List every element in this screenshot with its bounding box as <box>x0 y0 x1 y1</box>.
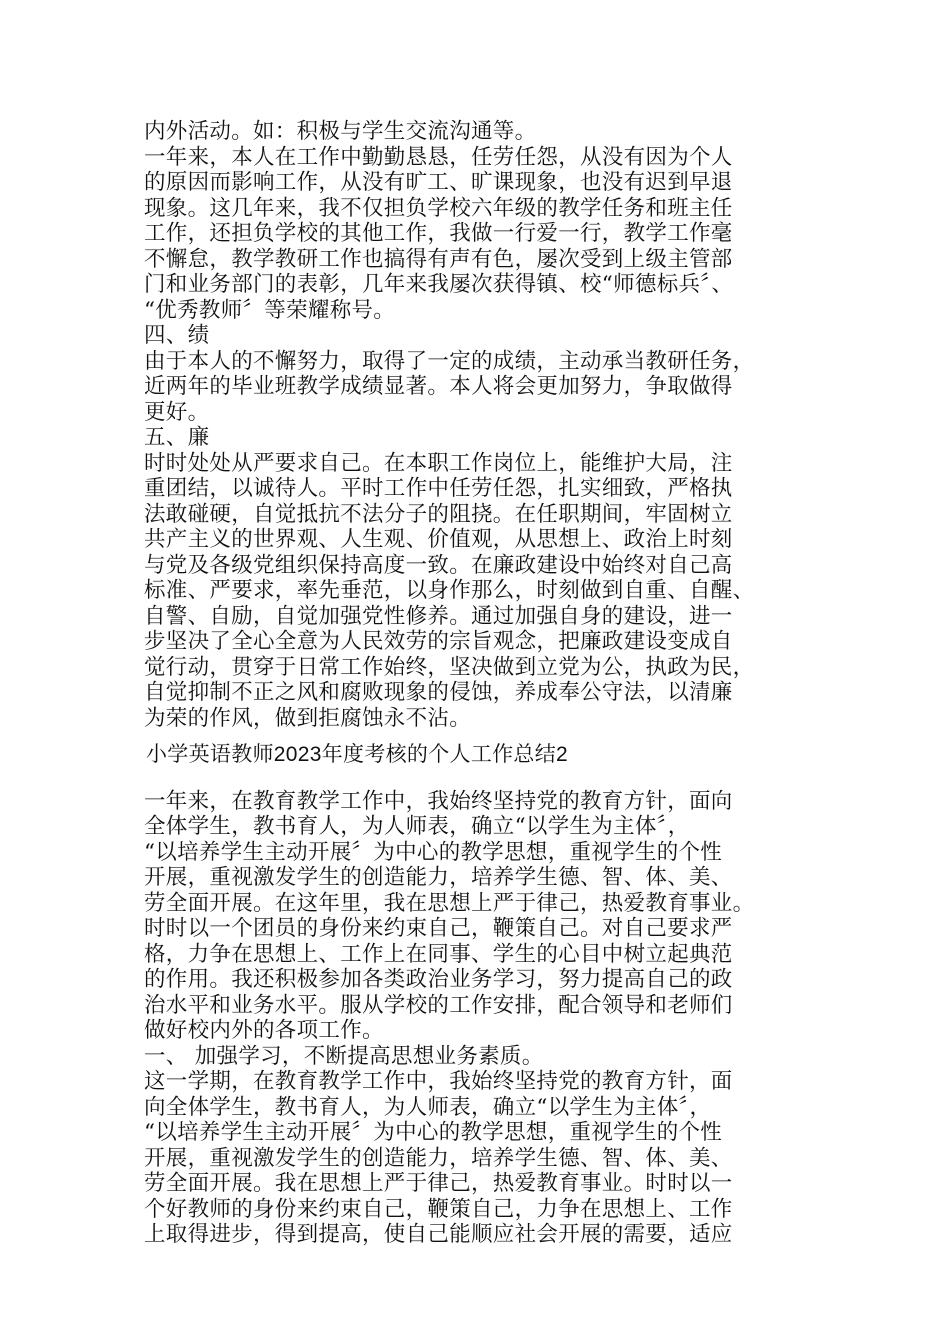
text-line: 劳全面开展。在这年里，我在思想上严于律己，热爱教育事业。 <box>144 890 755 916</box>
document-body-part-1 <box>144 119 834 731</box>
text-line: “以培养学生主动开展〞为中心的教学思想，重视学生的个性 <box>144 839 723 865</box>
text-line: 一年来，本人在工作中勤勤恳恳，任劳任怨，从没有因为个人 <box>144 144 733 170</box>
text-line: 的作用。我还积极参加各类政治业务学习，努力提高自己的政 <box>144 967 733 992</box>
text-line: 法敢碰硬，自觉抵抗不法分子的阻挠。在任职期间，牢固树立 <box>144 501 733 527</box>
text-line: 更好。 <box>144 399 210 425</box>
text-line: 内外活动。如：积极与学生交流沟通等。 <box>144 119 537 144</box>
text-line: 一、 加强学习，不断提高思想业务素质。 <box>144 1043 544 1069</box>
text-line: “以培养学生主动开展〞为中心的教学思想，重视学生的个性 <box>144 1120 723 1145</box>
text-line: 上取得进步，得到提高，使自己能顺应社会开展的需要，适应 <box>144 1222 733 1247</box>
text-line: 为荣的作风，做到拒腐蚀永不沾。 <box>144 705 472 731</box>
text-line: 这一学期，在教育教学工作中，我始终坚持党的教育方针，面 <box>144 1069 733 1094</box>
text-line: 开展，重视激发学生的创造能力，培养学生德、智、体、美、 <box>144 1145 733 1171</box>
text-line: 门和业务部门的表彰，几年来我屡次获得镇、校“师德标兵〞、 <box>144 272 734 297</box>
text-line: 自觉抑制不正之风和腐败现象的侵蚀，养成奉公守法，以清廉 <box>144 680 733 705</box>
text-line: 的原因而影响工作，从没有旷工、旷课现象，也没有迟到早退 <box>144 170 733 195</box>
text-line: “优秀教师〞等荣耀称号。 <box>144 297 396 323</box>
document-page <box>144 119 834 1248</box>
text-line: 治水平和业务水平。服从学校的工作安排，配合领导和老师们 <box>144 992 733 1018</box>
text-line: 由于本人的不懈努力，取得了一定的成绩，主动承当教研任务， <box>144 348 755 374</box>
text-line: 做好校内外的各项工作。 <box>144 1018 384 1043</box>
text-line: 步坚决了全心全意为人民效劳的宗旨观念，把廉政建设变成自 <box>144 629 733 654</box>
text-line: 工作，还担负学校的其他工作，我做一行爱一行，教学工作毫 <box>144 221 733 246</box>
text-line: 自警、自励，自觉加强党性修养。通过加强自身的建设，进一 <box>144 603 733 629</box>
text-line: 现象。这几年来，我不仅担负学校六年级的教学任务和班主任 <box>144 195 733 221</box>
text-line: 觉行动，贯穿于日常工作始终，坚决做到立党为公，执政为民， <box>144 654 755 680</box>
text-line: 近两年的毕业班教学成绩显著。本人将会更加努力，争取做得 <box>144 374 733 399</box>
text-line: 时时以一个团员的身份来约束自己，鞭策自己。对自己要求严 <box>144 916 733 941</box>
text-line: 向全体学生，教书育人，为人师表，确立“以学生为主体〞， <box>144 1094 712 1120</box>
text-line: 一年来，在教育教学工作中，我始终坚持党的教育方针，面向 <box>144 788 733 814</box>
text-line: 与党及各级党组织保持高度一致。在廉政建设中始终对自己高 <box>144 552 733 578</box>
document-body-part-2 <box>144 789 834 1248</box>
text-line: 个好教师的身份来约束自己，鞭策自己，力争在思想上、工作 <box>144 1196 733 1222</box>
text-line: 格，力争在思想上、工作上在同事、学生的心目中树立起典范 <box>144 941 733 967</box>
text-line: 全体学生，教书育人，为人师表，确立“以学生为主体〞， <box>144 814 690 839</box>
text-line: 重团结，以诚待人。平时工作中任劳任怨，扎实细致，严格执 <box>144 476 733 501</box>
text-line: 标准、严要求，率先垂范，以身作那么，时刻做到自重、自醒、 <box>144 578 755 603</box>
section-title: 小学英语教师2023年度考核的个人工作总结2 <box>146 743 568 766</box>
text-line: 开展，重视激发学生的创造能力，培养学生德、智、体、美、 <box>144 865 733 890</box>
text-line: 五、廉 <box>144 425 210 450</box>
text-line: 时时处处从严要求自己。在本职工作岗位上，能维护大局，注 <box>144 450 733 476</box>
text-line: 四、绩 <box>144 323 210 348</box>
text-line: 共产主义的世界观、人生观、价值观，从思想上、政治上时刻 <box>144 527 733 552</box>
text-line: 不懈怠，教学教研工作也搞得有声有色，屡次受到上级主管部 <box>144 246 733 272</box>
text-line: 劳全面开展。我在思想上严于律己，热爱教育事业。时时以一 <box>144 1171 733 1196</box>
